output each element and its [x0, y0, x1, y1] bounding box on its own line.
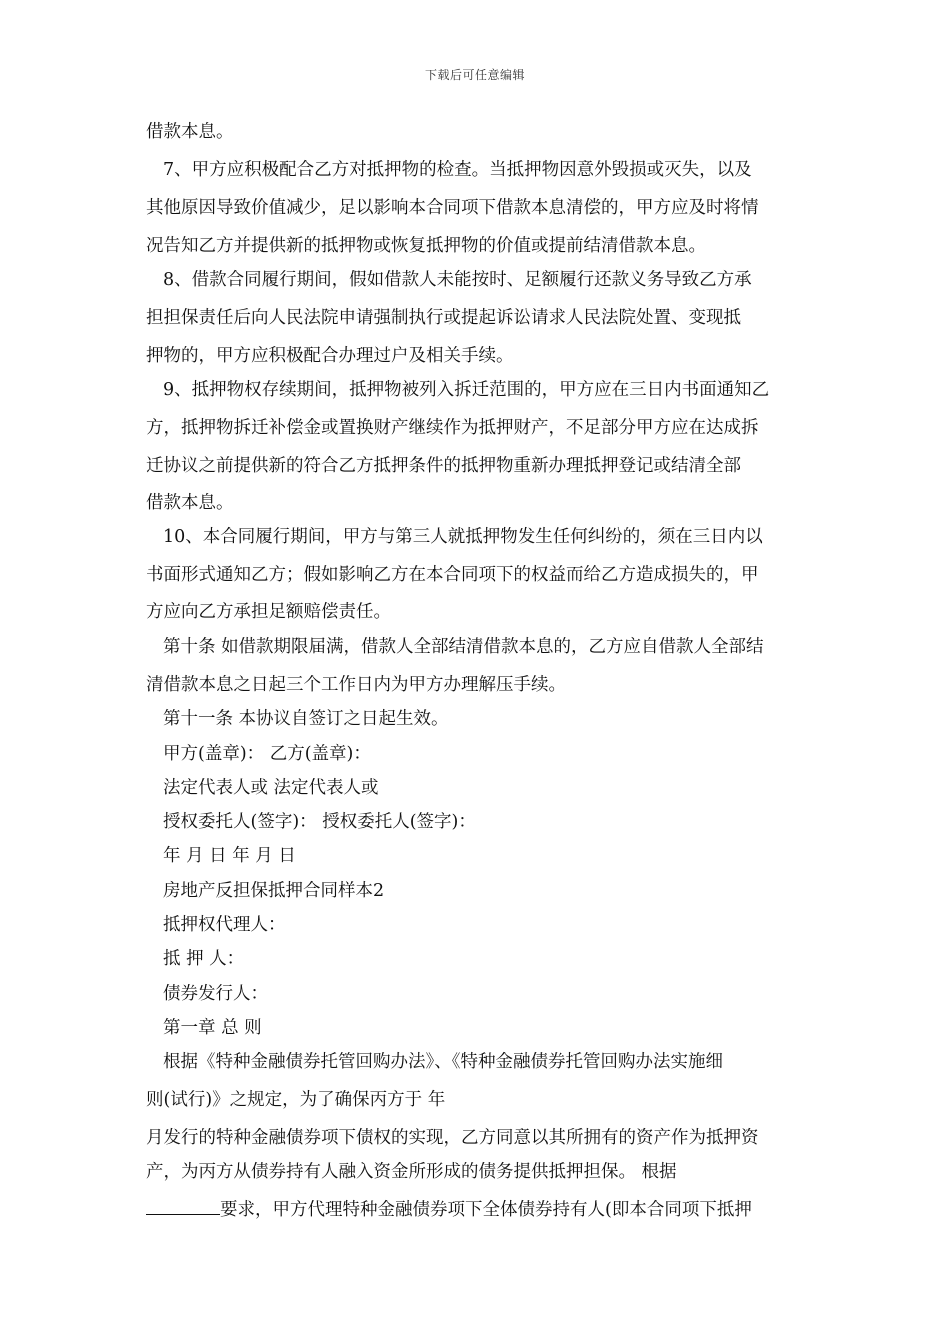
text-line: 8、借款合同履行期间，假如借款人未能按时、足额履行还款义务导致乙方承	[163, 270, 752, 290]
text-line: 借款本息。	[146, 122, 234, 142]
chapter-title: 第一章 总 则	[163, 1018, 262, 1038]
text-line: 第十一条 本协议自签订之日起生效。	[163, 709, 449, 729]
signature-line: 法定代表人或 法定代表人或	[163, 778, 379, 798]
text-line: 10、本合同履行期间，甲方与第三人就抵押物发生任何纠纷的，须在三日内以	[163, 527, 763, 547]
text-line: 第十条 如借款期限届满，借款人全部结清借款本息的，乙方应自借款人全部结	[163, 637, 764, 657]
text-line: 押物的，甲方应积极配合办理过户及相关手续。	[146, 346, 514, 366]
text-line: 月发行的特种金融债券项下债权的实现，乙方同意以其所拥有的资产作为抵押资	[146, 1128, 759, 1148]
party-line: 抵押权代理人：	[163, 915, 286, 935]
text-line: 迁协议之前提供新的符合乙方抵押条件的抵押物重新办理抵押登记或结清全部	[146, 456, 741, 476]
text-line-with-blank	[146, 1198, 752, 1222]
text-line: 9、抵押物权存续期间，抵押物被列入拆迁范围的，甲方应在三日内书面通知乙	[163, 380, 770, 400]
text-line: 则(试行)》之规定，为了确保丙方于 年	[146, 1090, 446, 1110]
text-line: 况告知乙方并提供新的抵押物或恢复抵押物的价值或提前结清借款本息。	[146, 236, 706, 256]
party-line: 抵 押 人：	[163, 949, 245, 969]
page-header: 下载后可任意编辑	[424, 68, 525, 82]
text-line: 7、甲方应积极配合乙方对抵押物的检查。当抵押物因意外毁损或灭失，以及	[163, 160, 752, 180]
date-line: 年 月 日 年 月 日	[163, 846, 296, 866]
text-line: 其他原因导致价值减少，足以影响本合同项下借款本息清偿的，甲方应及时将情	[146, 198, 759, 218]
section-title: 房地产反担保抵押合同样本2	[163, 881, 385, 901]
text-line: 方，抵押物拆迁补偿金或置换财产继续作为抵押财产，不足部分甲方应在达成拆	[146, 418, 759, 438]
party-line: 债券发行人：	[163, 984, 268, 1004]
signature-line: 授权委托人(签字)： 授权委托人(签字)：	[163, 812, 476, 832]
text-line: 担担保责任后向人民法院申请强制执行或提起诉讼请求人民法院处置、变现抵	[146, 308, 741, 328]
text-fragment: 要求，甲方代理特种金融债券项下全体债券持有人(即本合同项下抵押	[220, 1200, 752, 1220]
fill-in-blank	[146, 1198, 220, 1215]
text-line: 书面形式通知乙方；假如影响乙方在本合同项下的权益而给乙方造成损失的，甲	[146, 565, 759, 585]
text-line: 产，为丙方从债券持有人融入资金所形成的债务提供抵押担保。 根据	[146, 1162, 677, 1182]
signature-line: 甲方(盖章)： 乙方(盖章)：	[163, 744, 371, 764]
text-line: 借款本息。	[146, 493, 234, 513]
text-line: 清借款本息之日起三个工作日内为甲方办理解压手续。	[146, 675, 566, 695]
text-line: 方应向乙方承担足额赔偿责任。	[146, 602, 391, 622]
text-line: 根据《特种金融债券托管回购办法》、《特种金融债券托管回购办法实施细	[163, 1052, 723, 1072]
